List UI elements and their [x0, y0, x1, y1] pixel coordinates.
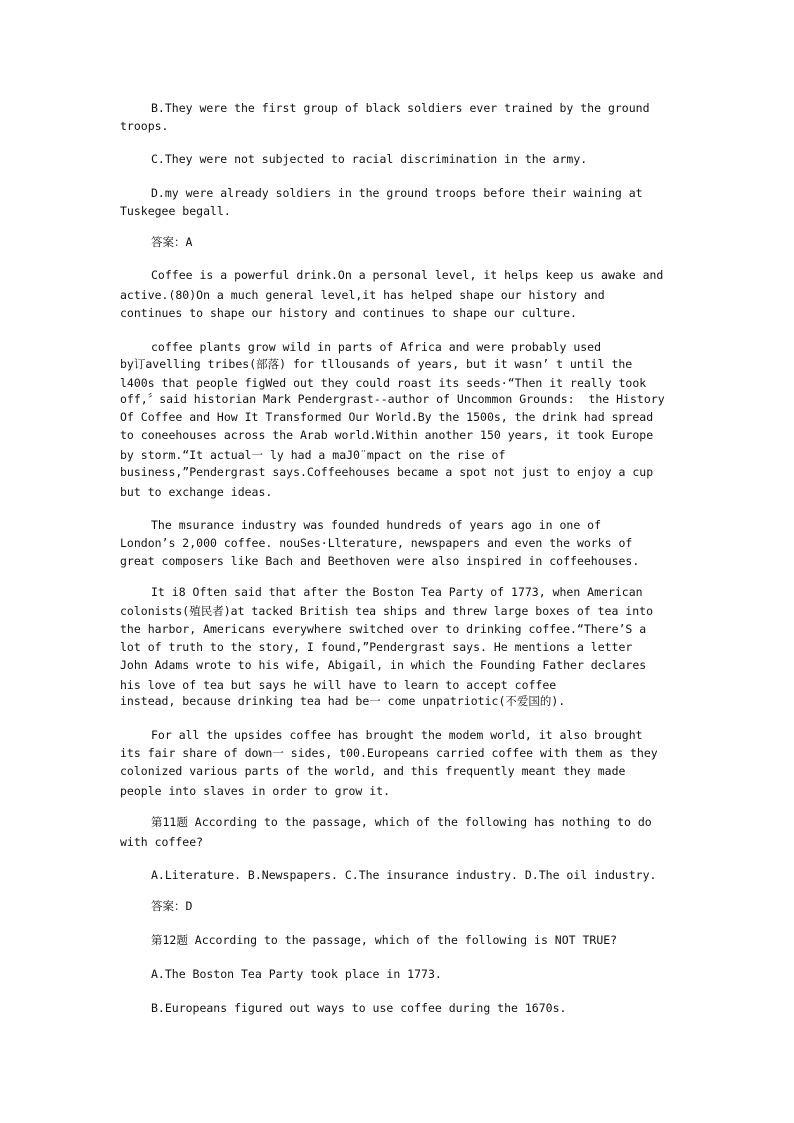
para-2-line-9: but to exchange ideas. — [120, 485, 273, 499]
para-4-line-7: instead, because drinking tea had be一 come unpatriotic(不爱国的). — [120, 694, 566, 708]
para-5-line-2: its fair share of down一 sides, t00.Europeans carried coffee with them as they — [120, 746, 658, 760]
para-2-line-8: business,”Pendergrast says.Coffeehouses became a spot not just to enjoy a cup — [120, 465, 654, 479]
para-4-line-1: It i8 Often said that after the Boston Tea Party of 1773, when American — [151, 585, 643, 599]
para-5-line-3: colonized various parts of the world, and this frequently meant they made — [120, 764, 626, 778]
option-d-line-2: Tuskegee begall. — [120, 204, 231, 218]
option-d-line-1: D.my were already soldiers in the ground troops before their waining at — [151, 186, 643, 200]
para-2-line-5: Of Coffee and How It Transformed Our World.By the 1500s, the drink had spread — [120, 410, 654, 424]
answer-11: 答案：D — [151, 899, 193, 913]
question-11-line-2: with coffee? — [120, 835, 204, 849]
para-3-line-3: great composers like Bach and Beethoven were also inspired in coffeehouses. — [120, 554, 640, 568]
para-1-line-3: continues to shape our history and continues to shape our culture. — [120, 306, 577, 320]
question-12: 第12题 According to the passage, which of the following is NOT TRUE? — [151, 933, 618, 947]
option-c: C.They were not subjected to racial discrimination in the army. — [151, 152, 588, 166]
para-2-line-4: off,〞said historian Mark Pendergrast--author of Uncommon Grounds: the History — [120, 392, 665, 406]
para-3-line-1: The msurance industry was founded hundreds of years ago in one of — [151, 518, 602, 532]
para-5-line-4: people into slaves in order to grow it. — [120, 784, 391, 798]
para-5-line-1: For all the upsides coffee has brought the modem world, it also brought — [151, 728, 643, 742]
para-2-line-6: to coneehouses across the Arab world.Within another 150 years, it took Europe — [120, 428, 654, 442]
answer-1: 答案：A — [151, 235, 193, 249]
para-4-line-3: the harbor, Americans everywhere switched over to drinking coffee.“There’S a — [120, 622, 647, 636]
question-12-option-b: B.Europeans figured out ways to use coffee during the 1670s. — [151, 1001, 567, 1015]
para-4-line-6: his love of tea but says he will have to learn to accept coffee — [120, 678, 557, 692]
para-2-line-7: by storm.“It actual一 ly had a maJ0¨mpact on the rise of — [120, 448, 506, 462]
para-4-line-4: lot of truth to the story, I found,”Pendergrast says. He mentions a letter — [120, 640, 633, 654]
option-b-line-2: troops. — [120, 119, 169, 133]
para-1-line-2: active.(80)On a much general level,it has helped shape our history and — [120, 288, 605, 302]
question-11-options: A.Literature. B.Newspapers. C.The insurance industry. D.The oil industry. — [151, 868, 657, 882]
para-2-line-1: coffee plants grow wild in parts of Africa and were probably used — [151, 340, 602, 354]
para-3-line-2: London’s 2,000 coffee. nouSes·Llterature, newspapers and even the works of — [120, 536, 633, 550]
para-2-line-3: l400s that people figWed out they could roast its seeds·“Then it really took — [120, 376, 647, 390]
para-4-line-2: colonists(殖民者)at tacked British tea ships and threw large boxes of tea into — [120, 604, 653, 618]
para-1-line-1: Coffee is a powerful drink.On a personal level, it helps keep us awake and — [151, 268, 664, 282]
question-11-line-1: 第11题 According to the passage, which of the following has nothing to do — [151, 815, 652, 829]
para-2-line-2: by订avelling tribes(部落) for tllousands of years, but it wasn’ t until the — [120, 357, 633, 371]
question-12-option-a: A.The Boston Tea Party took place in 1773. — [151, 967, 442, 981]
option-b-line-1: B.They were the first group of black soldiers ever trained by the ground — [151, 101, 650, 115]
para-4-line-5: John Adams wrote to his wife, Abigail, in which the Founding Father declares — [120, 658, 647, 672]
